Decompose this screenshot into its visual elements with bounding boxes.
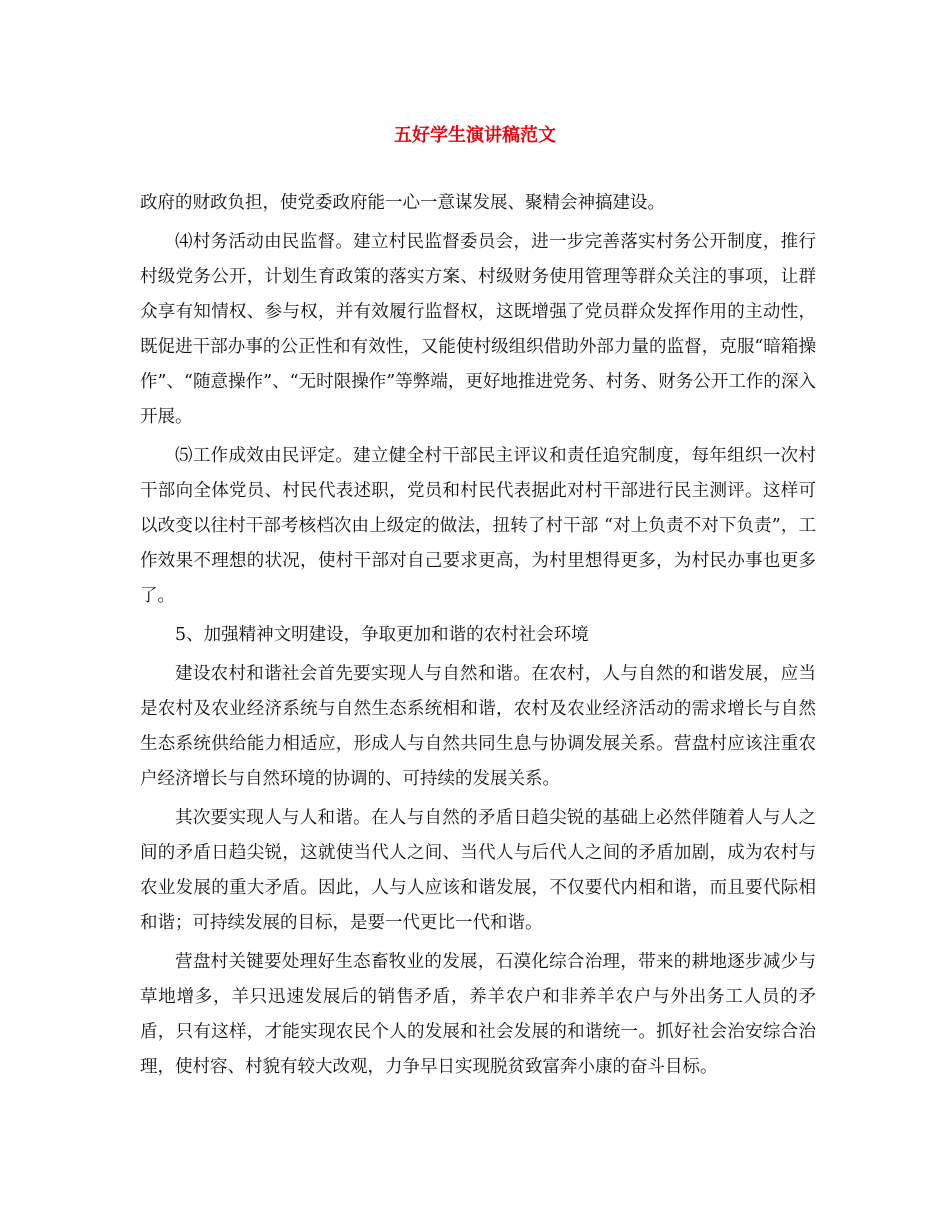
document-title: 五好学生演讲稿范文 (394, 125, 556, 146)
document-body (140, 186, 816, 1089)
paragraph-work-evaluation: ⑸工作成效由民评定。建立健全村干部民主评议和责任追究制度，每年组织一次村干部向全体党员、村民代表述职，党员和村民代表据此对村干部进行民主测评。这样可以改变以往村干部考核档次由上级定的做法，扭转了村干部 “对上负责不对下负责”，工作效果不理想的状况，使村干部对自己要求更高，为村里想得更多，为村民办事也更多了。 (140, 446, 816, 606)
paragraph-continuation: 政府的财政负担，使党委政府能一心一意谋发展、聚精会神搞建设。 (140, 193, 665, 213)
paragraph-human-nature-harmony: 建设农村和谐社会首先要实现人与自然和谐。在农村，人与自然的和谐发展，应当是农村及农业经济系统与自然生态系统相和谐，农村及农业经济活动的需求增长与自然生态系统供给能力相适应，形成人与自然共同生息与协调发展关系。营盘村应该注重农户经济增长与自然环境的协调的、可持续的发展关系。 (140, 664, 816, 789)
paragraph-village-supervision: ⑷村务活动由民监督。建立村民监督委员会，进一步完善落实村务公开制度，推行村级党务公开，计划生育政策的落实方案、村级财务使用管理等群众关注的事项，让群众享有知情权、参与权，并有效履行监督权，这既增强了党员群众发挥作用的主动性，既促进干部办事的公正性和有效性，又能使村级组织借助外部力量的监督，克服“暗箱操作”、“随意操作”、“无时限操作”等弊端，更好地推进党务、村务、财务公开工作的深入开展。 (140, 232, 816, 427)
paragraph-human-human-harmony: 其次要实现人与人和谐。在人与自然的矛盾日趋尖锐的基础上必然伴随着人与人之间的矛盾日趋尖锐，这就使当代人之间、当代人与后代人之间的矛盾加剧，成为农村与农业发展的重大矛盾。因此，人与人应该和谐发展，不仅要代内相和谐，而且要代际相和谐；可持续发展的目标，是要一代更比一代和谐。 (140, 808, 816, 933)
section-heading-spiritual-civilization: 5、加强精神文明建设，争取更加和谐的农村社会环境 (175, 625, 589, 645)
paragraph-yingpan-village: 营盘村关键要处理好生态畜牧业的发展，石漠化综合治理，带来的耕地逐步减少与草地增多，羊只迅速发展后的销售矛盾，养羊农户和非养羊农户与外出务工人员的矛盾，只有这样，才能实现农民个人的发展和社会发展的和谐统一。抓好社会治安综合治理，使村容、村貌有较大改观，力争早日实现脱贫致富奔小康的奋斗目标。 (140, 952, 816, 1077)
